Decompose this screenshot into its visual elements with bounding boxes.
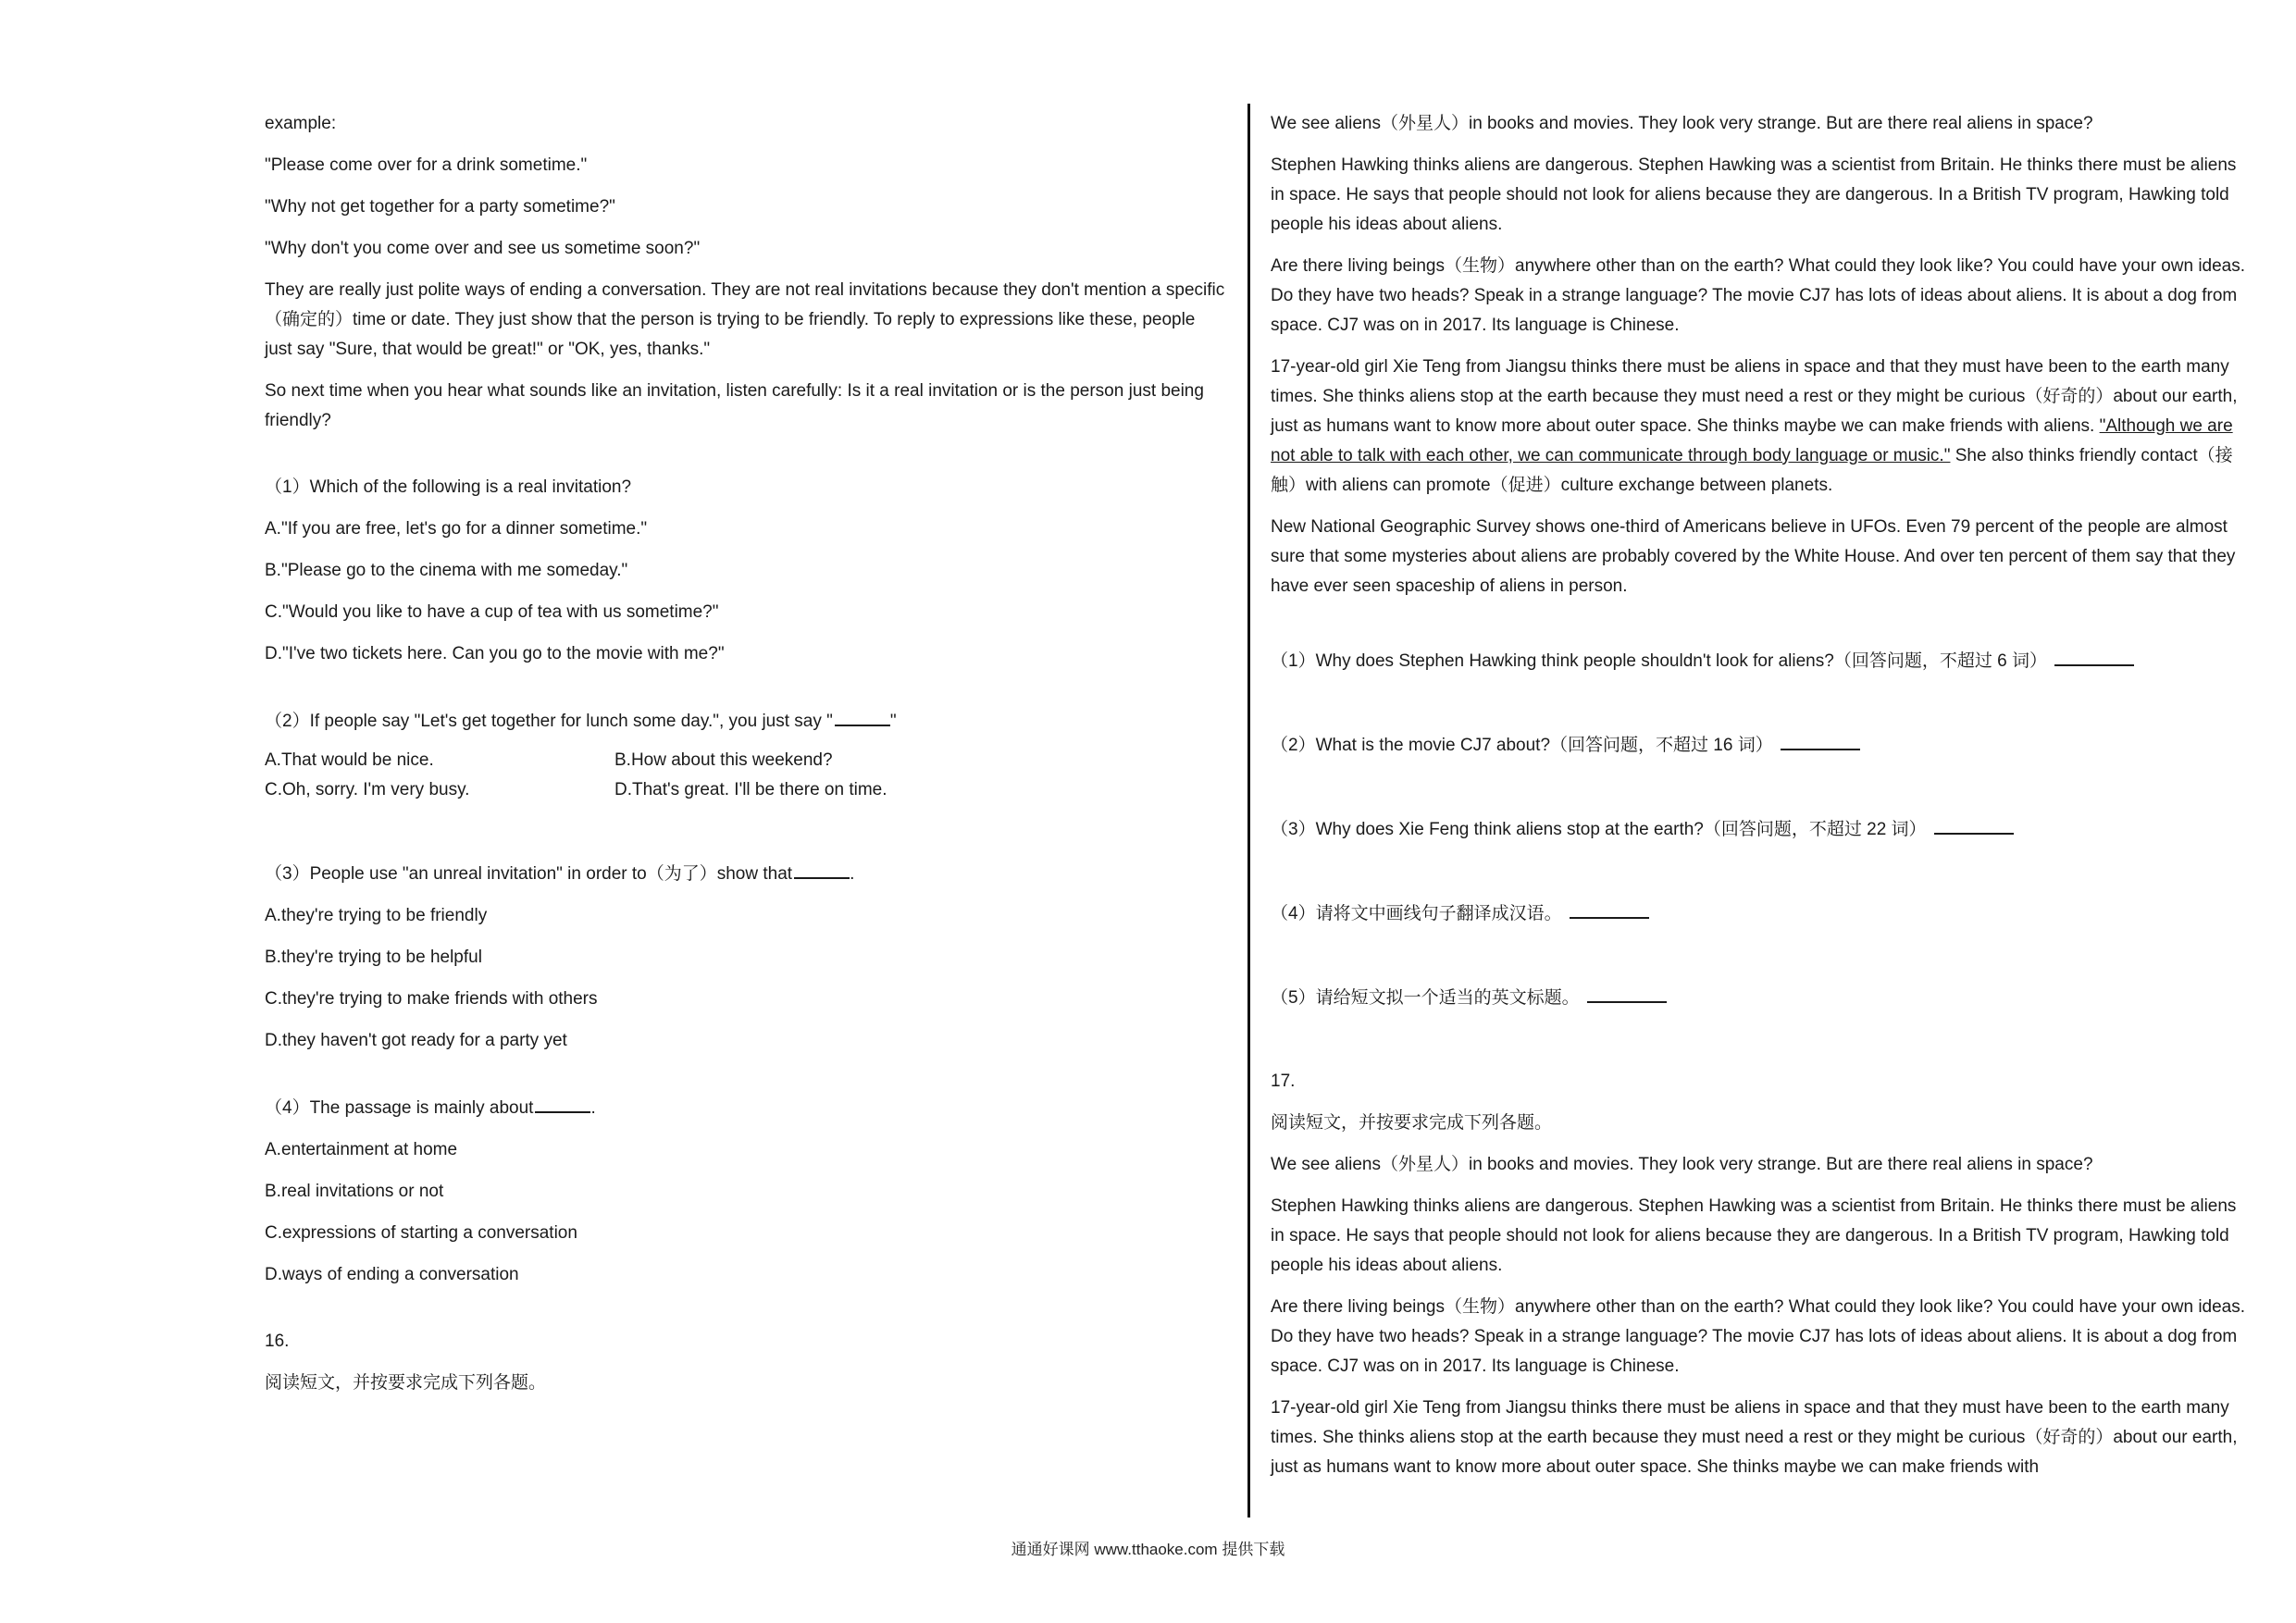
question-instruction: 阅读短文，并按要求完成下列各题。 [265,1373,547,1393]
question-3-stem [265,859,1227,889]
example-sentence: "Please come over for a drink sometime." [265,155,588,175]
short-answer-question [1271,898,2252,929]
question-list [1271,646,2252,1013]
short-answer-question [1271,730,2252,761]
column-divider [1247,104,1250,1518]
stem-text: （3）People use "an unreal invitation" in order to（为了）show that [265,864,793,884]
option: B.they're trying to be helpful [265,948,482,967]
passage-paragraph: So next time when you hear what sounds like an invitation, listen carefully: Is it a real invitation or is the person just being friendly? [265,381,1204,430]
option: C.expressions of starting a conversation [265,1223,577,1243]
question-instruction: 阅读短文，并按要求完成下列各题。 [1271,1113,1553,1133]
passage-paragraph: Are there living beings（生物）anywhere other than on the earth? What could they look like? You could have your own ideas. Do they have two heads? Speak in a strange language? The movie CJ7 has lots of ideas about aliens. It is about a dog from space. CJ7 was on in 2017. Its language is Chinese. [1271,256,2246,335]
answer-blank[interactable] [1781,730,1860,750]
option: A.entertainment at home [265,1140,458,1159]
example-sentence: "Why not get together for a party sometime?" [265,197,615,217]
option: A.That would be nice. [265,750,434,770]
question-text: （5）请给短文拟一个适当的英文标题。 [1271,988,1580,1008]
option: B."Please go to the cinema with me someday." [265,561,628,580]
question-text: （4）请将文中画线句子翻译成汉语。 [1271,904,1562,923]
stem-text: " [889,712,897,731]
option: B.real invitations or not [265,1182,444,1201]
answer-blank[interactable] [1570,898,1649,919]
question-number: 16. [265,1332,290,1351]
passage-paragraph: We see aliens（外星人）in books and movies. They look very strange. But are there real aliens in space? [1271,1155,2093,1174]
passage-paragraph: Stephen Hawking thinks aliens are dangerous. Stephen Hawking was a scientist from Britain. He thinks there must be aliens in space. He says that people should not look for aliens because they are dangerous. In a British TV program, Hawking told people his ideas about aliens. [1271,1196,2237,1275]
option: C.they're trying to make friends with others [265,989,598,1009]
question-2-stem [265,706,1227,737]
stem-text: . [590,1098,596,1118]
answer-blank[interactable] [2054,646,2134,666]
passage-paragraph: New National Geographic Survey shows one-third of Americans believe in UFOs. Even 79 percent of the people are almost sure that some mysteries about aliens are probably covered by the White House. And over ten percent of them say that they have ever seen spaceship of aliens in person. [1271,517,2236,596]
option: D.ways of ending a conversation [265,1265,519,1284]
question-text: （1）Why does Stephen Hawking think people shouldn't look for aliens?（回答问题，不超过 6 词） [1271,651,2047,671]
option: C.Oh, sorry. I'm very busy. [265,780,470,799]
paragraph-text: She also thinks friendly contact（接触）with aliens can promote（促进）culture exchange between planets. [1271,446,2233,495]
option: D.That's great. I'll be there on time. [614,780,887,799]
passage-paragraph: Stephen Hawking thinks aliens are dangerous. Stephen Hawking was a scientist from Britain. He thinks there must be aliens in space. He says that people should not look for aliens because they are dangerous. In a British TV program, Hawking told people his ideas about aliens. [1271,155,2237,234]
question-text: （3）Why does Xie Feng think aliens stop at the earth?（回答问题，不超过 22 词） [1271,820,1927,839]
passage-paragraph: Are there living beings（生物）anywhere other than on the earth? What could they look like? You could have your own ideas. Do they have two heads? Speak in a strange language? The movie CJ7 has lots of ideas about aliens. It is about a dog from space. CJ7 was on in 2017. Its language is Chinese. [1271,1297,2246,1376]
options-grid [265,746,1227,805]
option: D.they haven't got ready for a party yet [265,1031,567,1050]
stem-text: （4）The passage is mainly about [265,1098,534,1118]
page-footer: 通通好课网 www.tthaoke.com 提供下载 [1011,1541,1285,1558]
option: A.they're trying to be friendly [265,906,488,925]
passage-paragraph: They are really just polite ways of ending a conversation. They are not real invitations because they don't mention a specific（确定的）time or date. They just show that the person is trying to be friendly. To reply to expressions like these, people just say "Sure, that would be great!" or "OK, yes, thanks." [265,280,1225,359]
option: B.How about this weekend? [614,750,833,770]
question-4-stem [265,1093,1227,1123]
passage-paragraph [1271,353,2252,501]
right-column [1271,109,2252,1482]
example-sentence: "Why don't you come over and see us sometime soon?" [265,239,701,258]
passage-paragraph: 17-year-old girl Xie Teng from Jiangsu thinks there must be aliens in space and that they must have been to the earth many times. She thinks aliens stop at the earth because they must need a rest or they might be curious（好奇的）about our earth, just as humans want to know more about outer space. She thinks maybe we can make friends with [1271,1398,2238,1477]
question-number: 17. [1271,1072,1296,1091]
option: C."Would you like to have a cup of tea with us sometime?" [265,602,719,622]
answer-blank[interactable] [1587,983,1667,1003]
answer-blank[interactable] [535,1093,590,1113]
answer-blank[interactable] [1934,814,2014,835]
stem-text: （2）If people say "Let's get together for lunch some day.", you just say " [265,712,833,731]
option: A."If you are free, let's go for a dinner sometime." [265,519,648,539]
question-1-stem: （1）Which of the following is a real invitation? [265,477,632,497]
stem-text: . [850,864,855,884]
answer-blank[interactable] [794,859,850,879]
short-answer-question [1271,983,2252,1013]
passage-paragraph: We see aliens（外星人）in books and movies. They look very strange. But are there real aliens in space? [1271,114,2093,133]
example-label: example: [265,114,337,133]
option: D."I've two tickets here. Can you go to the movie with me?" [265,644,725,663]
question-text: （2）What is the movie CJ7 about?（回答问题，不超过 16 词） [1271,736,1773,755]
paragraph-text: 17-year-old girl Xie Teng from Jiangsu thinks there must be aliens in space and that they must have been to the earth many times. She thinks aliens stop at the earth because they must need a rest or they might be curious（好奇的）about our earth, just as humans want to know more about outer space. She thinks maybe we can make friends with aliens. [1271,357,2238,436]
answer-blank[interactable] [835,706,890,726]
left-column [265,109,1227,1398]
underlined-sentence: "Although we are not able to talk with each other, we can communicate through body language or music." [1271,416,2233,465]
short-answer-question [1271,646,2252,676]
short-answer-question [1271,814,2252,845]
